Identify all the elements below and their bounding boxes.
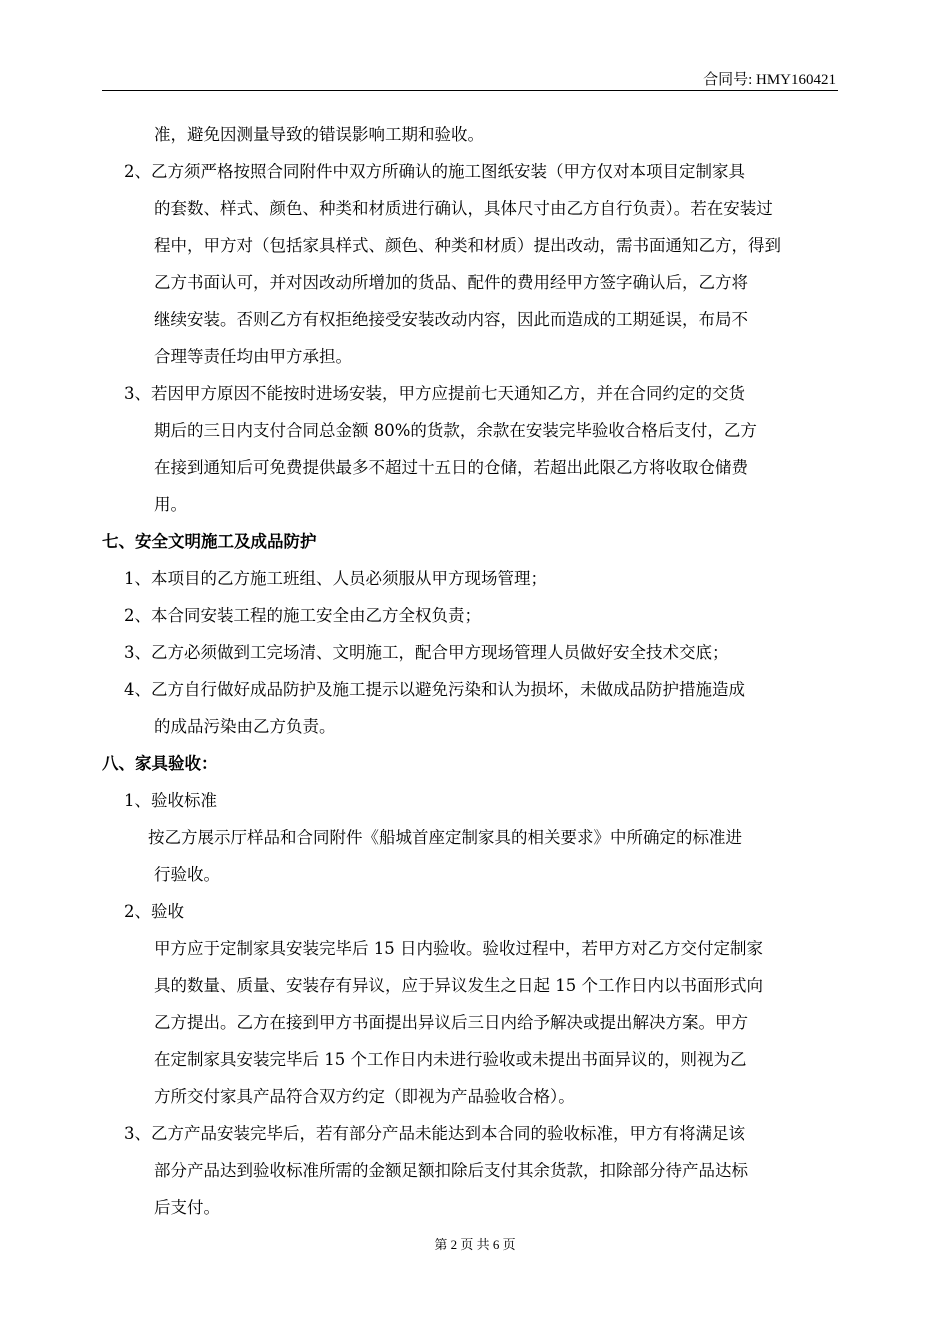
contract-number: 合同号: HMY160421 bbox=[703, 72, 836, 88]
paragraph-line: 合理等责任均由甲方承担。 bbox=[154, 347, 352, 366]
paragraph-line: 的成品污染由乙方负责。 bbox=[154, 717, 336, 736]
clause-6-3: 3、若因甲方原因不能按时进场安装，甲方应提前七天通知乙方，并在合同约定的交货 bbox=[124, 384, 745, 403]
clause-7-2: 2、本合同安装工程的施工安全由乙方全权负责； bbox=[124, 606, 481, 625]
clause-6-2: 2、乙方须严格按照合同附件中双方所确认的施工图纸安装（甲方仅对本项目定制家具 bbox=[124, 162, 745, 181]
paragraph-line: 准，避免因测量导致的错误影响工期和验收。 bbox=[154, 125, 484, 144]
section-heading-7: 七、安全文明施工及成品防护 bbox=[102, 532, 317, 551]
paragraph-line: 在定制家具安装完毕后 15 个工作日内未进行验收或未提出书面异议的，则视为乙 bbox=[154, 1050, 747, 1069]
paragraph-line: 的套数、样式、颜色、种类和材质进行确认，具体尺寸由乙方自行负责）。若在安装过 bbox=[154, 199, 773, 218]
clause-7-3: 3、乙方必须做到工完场清、文明施工，配合甲方现场管理人员做好安全技术交底； bbox=[124, 643, 729, 662]
clause-7-4: 4、乙方自行做好成品防护及施工提示以避免污染和认为损坏，未做成品防护措施造成 bbox=[124, 680, 745, 699]
paragraph-line: 后支付。 bbox=[154, 1198, 220, 1217]
paragraph-line: 乙方书面认可，并对因改动所增加的货品、配件的费用经甲方签字确认后，乙方将 bbox=[154, 273, 748, 292]
paragraph-line: 期后的三日内支付合同总金额 80%的货款，余款在安装完毕验收合格后支付，乙方 bbox=[154, 421, 757, 440]
paragraph-line: 程中，甲方对（包括家具样式、颜色、种类和材质）提出改动，需书面通知乙方，得到 bbox=[154, 236, 781, 255]
paragraph-line: 甲方应于定制家具安装完毕后 15 日内验收。验收过程中，若甲方对乙方交付定制家 bbox=[154, 939, 763, 958]
clause-8-3: 3、乙方产品安装完毕后，若有部分产品未能达到本合同的验收标准，甲方有将满足该 bbox=[124, 1124, 745, 1143]
page-number: 第 2 页 共 6 页 bbox=[434, 1237, 516, 1252]
paragraph-line: 乙方提出。乙方在接到甲方书面提出异议后三日内给予解决或提出解决方案。甲方 bbox=[154, 1013, 748, 1032]
clause-8-1: 1、验收标准 bbox=[124, 791, 217, 810]
paragraph-line: 具的数量、质量、安装存有异议，应于异议发生之日起 15 个工作日内以书面形式向 bbox=[154, 976, 763, 995]
paragraph-line: 行验收。 bbox=[154, 865, 220, 884]
paragraph-line: 方所交付家具产品符合双方约定（即视为产品验收合格）。 bbox=[154, 1087, 575, 1106]
paragraph-line: 按乙方展示厅样品和合同附件《船城首座定制家具的相关要求》中所确定的标准进 bbox=[148, 828, 742, 847]
paragraph-line: 在接到通知后可免费提供最多不超过十五日的仓储，若超出此限乙方将收取仓储费 bbox=[154, 458, 748, 477]
section-heading-8: 八、家具验收： bbox=[102, 754, 218, 773]
clause-7-1: 1、本项目的乙方施工班组、人员必须服从甲方现场管理； bbox=[124, 569, 547, 588]
paragraph-line: 继续安装。否则乙方有权拒绝接受安装改动内容，因此而造成的工期延误，布局不 bbox=[154, 310, 748, 329]
paragraph-line: 用。 bbox=[154, 495, 187, 514]
paragraph-line: 部分产品达到验收标准所需的金额足额扣除后支付其余货款，扣除部分待产品达标 bbox=[154, 1161, 748, 1180]
clause-8-2: 2、验收 bbox=[124, 902, 184, 921]
page-header bbox=[102, 66, 838, 91]
